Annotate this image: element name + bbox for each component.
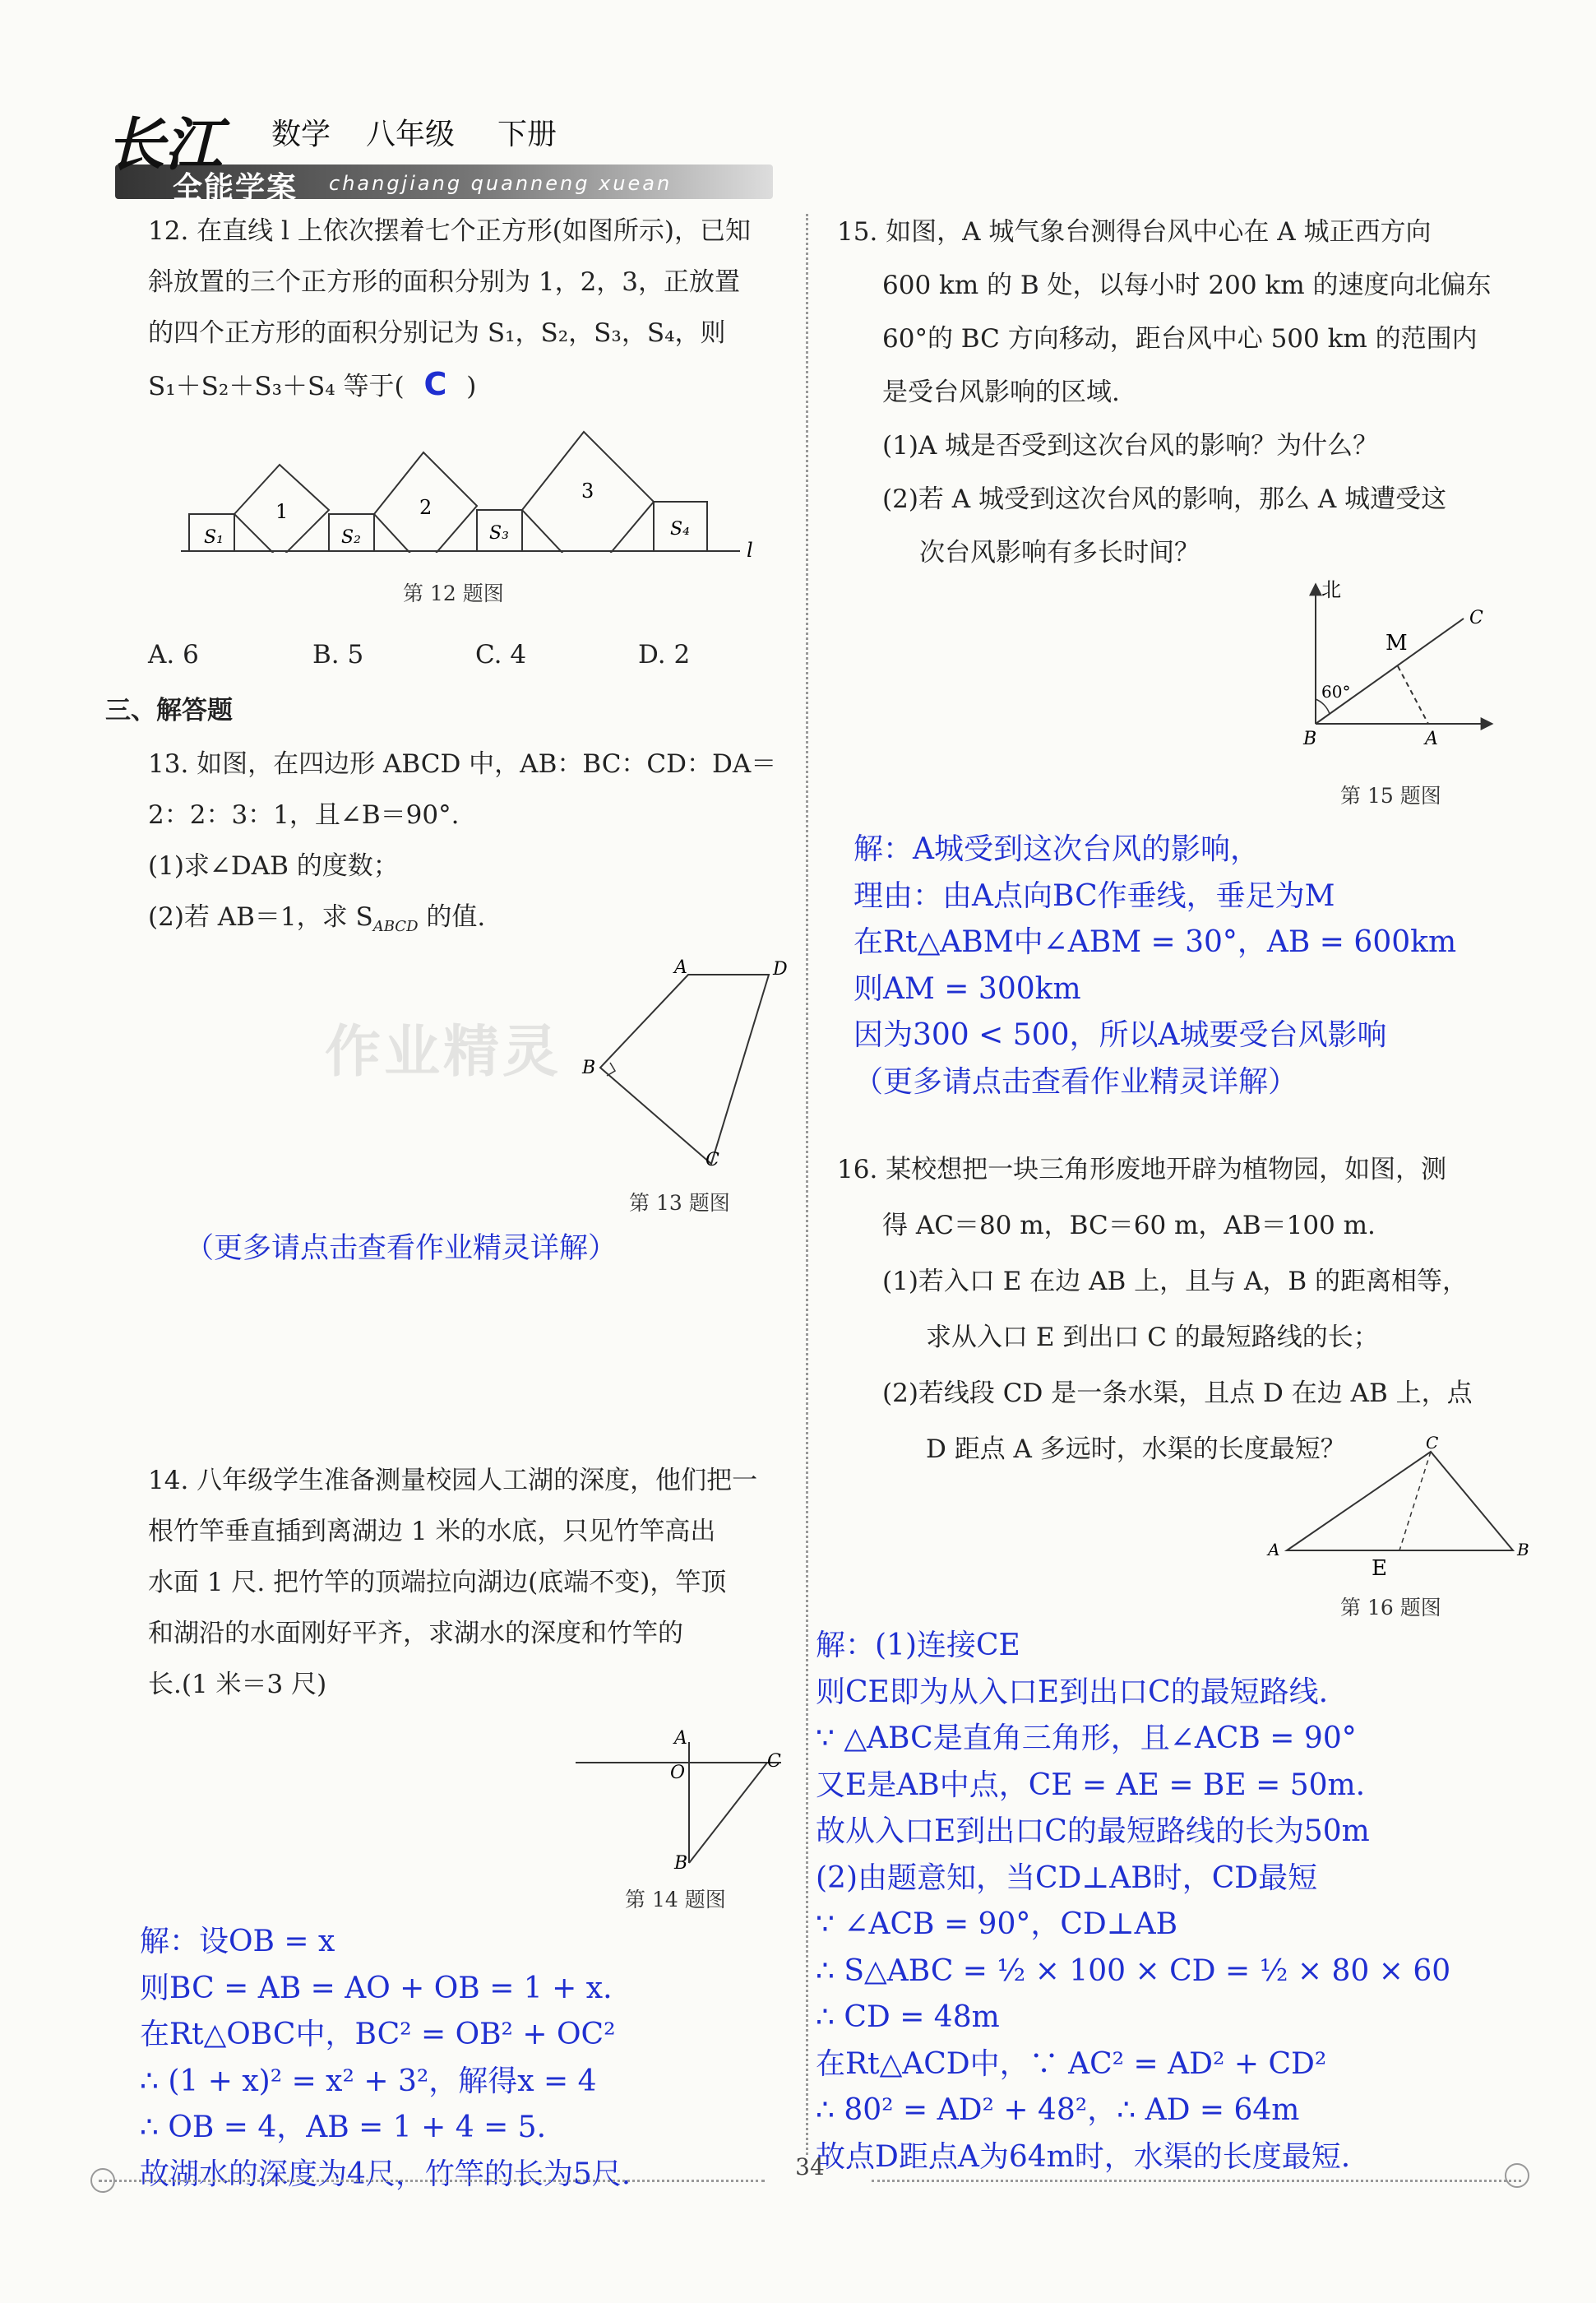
q15-line-1: 15. 如图，A 城气象台测得台风中心在 A 城正西方向	[837, 217, 1432, 247]
q15-line-3: 60°的 BC 方向移动，距台风中心 500 km 的范围内	[882, 324, 1478, 354]
q15-line-7: 次台风影响有多长时间？	[919, 538, 1200, 568]
q13-caption: 第 13 题图	[629, 1191, 730, 1215]
q15-sol-5: 因为300 < 500，所以A城要受台风影响	[854, 1018, 1387, 1052]
q15-line-2: 600 km 的 B 处，以每小时 200 km 的速度向北偏东	[882, 271, 1492, 300]
q12-label-s3: S₃	[489, 523, 509, 544]
q14-caption: 第 14 题图	[625, 1888, 726, 1911]
q14-label-a: A	[674, 1728, 687, 1749]
q12-label-2: 2	[419, 496, 433, 519]
q15-label-a: A	[1425, 729, 1438, 749]
q12-option-b: B. 5	[312, 640, 364, 670]
q16-line-1: 16. 某校想把一块三角形废地开辟为植物园，如图，测	[837, 1155, 1447, 1184]
q14-sol-2: 则BC = AB = AO + OB = 1 + x.	[140, 1971, 613, 2005]
q16-sol-9: ∴ CD = 48m	[816, 2000, 1000, 2034]
footer-rule-left	[99, 2180, 765, 2182]
q12-caption: 第 12 题图	[403, 582, 504, 605]
q14-label-o: O	[670, 1763, 686, 1783]
q13-line-1: 13. 如图，在四边形 ABCD 中，AB：BC：CD：DA＝	[148, 749, 777, 779]
page-number: 34	[795, 2153, 825, 2180]
q16-sol-7: ∵ ∠ACB = 90°，CD⊥AB	[816, 1907, 1178, 1941]
q13-line-4-text: (2)若 AB＝1，求 S	[148, 902, 373, 932]
section-title: 三、解答题	[105, 696, 233, 725]
q14-label-c: C	[767, 1751, 781, 1772]
header-subject: 数学	[271, 118, 331, 151]
q16-sol-8: ∴ S△ABC = ½ × 100 × CD = ½ × 80 × 60	[816, 1953, 1451, 1988]
q12-text	[148, 206, 789, 412]
q16-line-3: (1)若入口 E 在边 AB 上，且与 A，B 的距离相等，	[882, 1267, 1468, 1296]
q12-line-2: 斜放置的三个正方形的面积分别为 1，2，3，正放置	[148, 267, 741, 297]
q12-option-d: D. 2	[638, 640, 691, 670]
q14-sol-4: ∴ (1 + x)² = x² + 3²，解得x = 4	[140, 2064, 597, 2098]
q13-line-4-end: 的值.	[426, 902, 486, 932]
q16-sol-4: 又E是AB中点，CE = AE = BE = 50m.	[816, 1768, 1366, 1802]
q15-text	[837, 206, 1544, 580]
q14-line-3: 水面 1 尺. 把竹竿的顶端拉向湖边(底端不变)，竿顶	[148, 1568, 727, 1597]
q16-label-a: A	[1268, 1540, 1280, 1559]
q15-label-angle: 60°	[1321, 682, 1351, 702]
q13-line-4	[148, 892, 789, 952]
header-volume: 下册	[497, 118, 557, 151]
q16-sol-11: ∴ 80² = AD² + 48²，∴ AD = 64m	[816, 2093, 1300, 2127]
q14-sol-1: 解：设OB = x	[140, 1925, 335, 1958]
q15-sol-3: 在Rt△ABM中∠ABM = 30°，AB = 600km	[854, 925, 1457, 959]
q15-sol-4: 则AM = 300km	[854, 971, 1081, 1006]
q12-option-c: C. 4	[475, 640, 527, 670]
q15-line-4: 是受台风影响的区域.	[882, 378, 1120, 407]
q16-sol-12: 故点D距点A为64m时，水渠的长度最短.	[816, 2139, 1351, 2174]
q15-solution	[854, 827, 1561, 1105]
header-grade: 八年级	[366, 118, 456, 151]
q13-sub: ABCD	[372, 918, 419, 936]
q15-label-c: C	[1469, 608, 1483, 628]
q15-line-6: (2)若 A 城受到这次台风的影响，那么 A 城遭受这	[882, 484, 1447, 514]
q16-caption: 第 16 题图	[1340, 1596, 1441, 1620]
footer-ornament-right	[1505, 2163, 1529, 2188]
q12-answer: C	[423, 366, 447, 402]
logo-text: 长江	[107, 110, 222, 178]
q12-label-3: 3	[581, 480, 594, 503]
q12-figure	[173, 428, 765, 568]
q16-sol-1: 解：(1)连接CE	[816, 1629, 1020, 1662]
q12-line-4-text: S₁＋S₂＋S₃＋S₄ 等于(	[148, 372, 405, 401]
q16-label-e: E	[1372, 1556, 1387, 1575]
q16-sol-6: (2)由题意知，当CD⊥AB时，CD最短	[816, 1860, 1318, 1895]
column-divider	[806, 214, 808, 2155]
q16-label-b: B	[1517, 1540, 1529, 1559]
q12-line-3: 的四个正方形的面积分别记为 S₁，S₂，S₃，S₄，则	[148, 318, 726, 348]
q12-line-1: 12. 在直线 l 上依次摆着七个正方形(如图所示)，已知	[148, 216, 751, 246]
q16-figure	[1258, 1435, 1538, 1575]
q16-sol-2: 则CE即为从入口E到出口C的最短路线.	[816, 1675, 1329, 1709]
q14-label-b: B	[674, 1853, 688, 1874]
footer-ornament-left	[90, 2168, 115, 2193]
header-pinyin: changjiang quanneng xuean	[329, 172, 673, 195]
logo-subtitle: 全能学案	[173, 171, 298, 205]
q14-sol-5: ∴ OB = 4，AB = 1 + 4 = 5.	[140, 2111, 547, 2144]
q14-text	[148, 1455, 789, 1710]
q14-line-2: 根竹竿垂直插到离湖边 1 米的水底，只见竹竿高出	[148, 1517, 716, 1546]
q15-label-m: M	[1386, 631, 1408, 656]
q14-line-5: 长.(1 米＝3 尺)	[148, 1670, 327, 1699]
q13-label-d: D	[773, 959, 788, 980]
q13-line-2: 2：2：3：1，且∠B＝90°.	[148, 800, 460, 830]
q12-line-4	[148, 359, 789, 412]
q12-label-s4: S₄	[670, 519, 690, 540]
header	[82, 90, 1529, 214]
q12-label-1: 1	[275, 500, 289, 523]
q14-figure	[571, 1719, 802, 1875]
q15-sol-1: 解：A城受到这次台风的影响，	[854, 832, 1260, 866]
q13-label-b: B	[582, 1058, 596, 1078]
q16-line-5: (2)若线段 CD 是一条水渠，且点 D 在边 AB 上，点	[882, 1379, 1473, 1408]
q15-sol-2: 理由：由A点向BC作垂线，垂足为M	[854, 878, 1335, 913]
q16-sol-10: 在Rt△ACD中，∵ AC² = AD² + CD²	[816, 2046, 1327, 2081]
q12-label-s1: S₁	[204, 527, 224, 548]
q13-label-a: A	[674, 957, 687, 978]
q14-line-4: 和湖沿的水面刚好平齐，求湖水的深度和竹竿的	[148, 1619, 683, 1648]
q15-label-north: 北	[1321, 578, 1341, 601]
q14-solution	[140, 1919, 798, 2198]
q16-line-6: D 距点 A 多远时，水渠的长度最短？	[926, 1434, 1346, 1464]
q15-label-b: B	[1303, 729, 1317, 749]
q16-line-4: 求从入口 E 到出口 C 的最短路线的长；	[926, 1323, 1379, 1352]
q16-label-c: C	[1426, 1435, 1439, 1453]
q15-figure	[1279, 576, 1525, 773]
q14-sol-6: 故湖水的深度为4尺，竹竿的长为5尺.	[140, 2157, 631, 2191]
q16-sol-3: ∵ △ABC是直角三角形，且∠ACB = 90°	[816, 1721, 1357, 1755]
q13-more-link[interactable]: （更多请点击查看作业精灵详解）	[185, 1232, 618, 1265]
q16-line-2: 得 AC＝80 m，BC＝60 m，AB＝100 m.	[882, 1211, 1376, 1240]
q12-label-l: l	[747, 539, 753, 562]
q13-label-c: C	[705, 1150, 719, 1170]
q12-label-s2: S₂	[341, 527, 361, 548]
q16-sol-5: 故从入口E到出口C的最短路线的长为50m	[816, 1814, 1370, 1848]
q13-watermark: 作业精灵	[325, 1020, 562, 1085]
footer-rule-right	[872, 2180, 1521, 2182]
q14-sol-3: 在Rt△OBC中，BC² = OB² + OC²	[140, 2018, 616, 2051]
q12-option-a: A. 6	[148, 640, 199, 670]
q14-line-1: 14. 八年级学生准备测量校园人工湖的深度，他们把一	[148, 1466, 758, 1495]
q13-figure	[576, 954, 798, 1176]
q13-text	[148, 739, 789, 952]
q12-close-paren: )	[466, 372, 477, 401]
q16-solution	[816, 1623, 1556, 2180]
q15-caption: 第 15 题图	[1340, 784, 1441, 808]
q15-sol-6[interactable]: （更多请点击查看作业精灵详解）	[854, 1064, 1298, 1099]
q16-text	[837, 1142, 1544, 1477]
q13-line-3: (1)求∠DAB 的度数；	[148, 851, 399, 881]
q15-line-5: (1)A 城是否受到这次台风的影响？为什么？	[882, 431, 1379, 461]
